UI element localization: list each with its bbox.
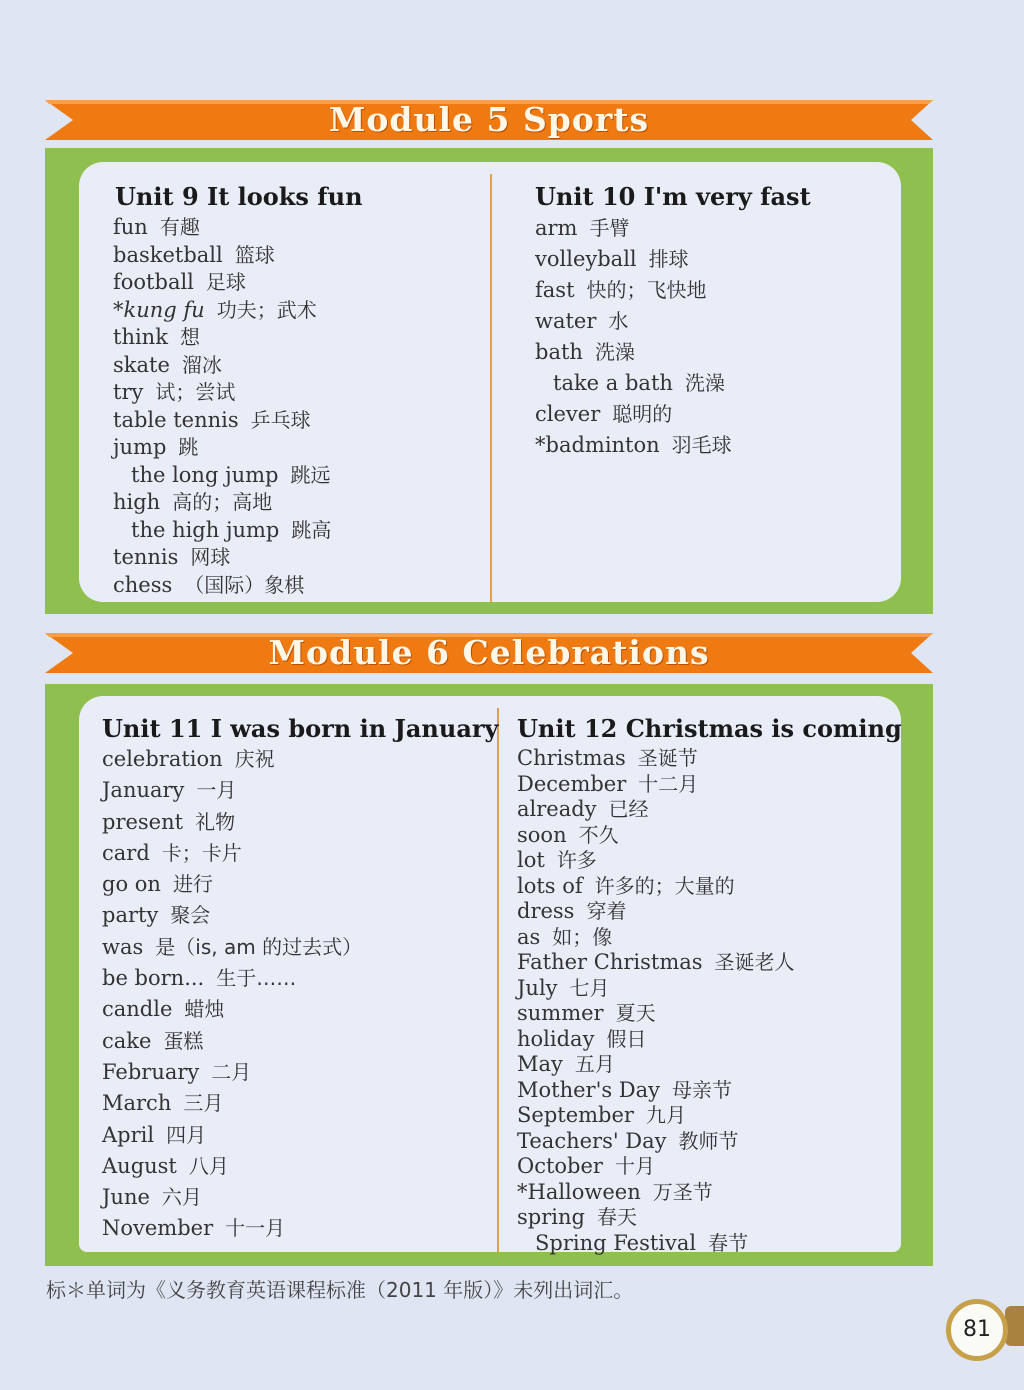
word-cn: 八月 <box>188 1153 229 1178</box>
word-en: January <box>102 778 185 803</box>
unit-11-title: Unit 11 I was born in January <box>102 714 499 743</box>
word-en: skate <box>113 352 170 377</box>
word-cn: 已经 <box>608 797 649 821</box>
word-en: present <box>102 809 184 834</box>
unit-9-title: Unit 9 It looks fun <box>115 182 363 211</box>
word-cn: 功夫；武术 <box>216 297 317 322</box>
word-en: football <box>113 270 194 294</box>
list-item <box>102 932 362 963</box>
list-item <box>113 214 331 242</box>
word-cn: 跳 <box>178 435 199 459</box>
list-item <box>102 1026 362 1057</box>
list-item <box>517 772 795 798</box>
list-item <box>535 275 732 306</box>
word-en: table tennis <box>113 407 239 432</box>
word-en: already <box>517 797 597 821</box>
word-en: kung fu <box>123 297 205 322</box>
word-cn: 蛋糕 <box>163 1028 204 1053</box>
word-cn: 足球 <box>205 270 246 294</box>
list-item <box>113 489 331 517</box>
word-en: November <box>102 1216 214 1241</box>
list-item <box>113 352 331 380</box>
word-en: go on <box>102 872 161 897</box>
word-cn: 手臂 <box>589 216 630 240</box>
word-cn: 三月 <box>183 1091 224 1116</box>
list-item <box>113 407 331 435</box>
word-en: dress <box>517 899 575 923</box>
list-item <box>113 544 331 572</box>
list-item <box>102 963 362 994</box>
word-en: July <box>517 975 558 1000</box>
list-item <box>102 1182 362 1213</box>
word-cn: 春天 <box>596 1205 637 1229</box>
list-item <box>535 337 732 368</box>
list-item <box>102 1151 362 1182</box>
word-cn: 是（is, am 的过去式） <box>155 934 363 959</box>
word-en: take a bath <box>553 371 673 395</box>
list-item <box>535 213 732 244</box>
list-item <box>517 1154 795 1180</box>
list-item <box>535 430 732 461</box>
word-en: June <box>102 1185 150 1210</box>
word-en: party <box>102 903 159 928</box>
word-en: soon <box>517 822 567 847</box>
word-en: September <box>517 1103 634 1127</box>
word-en: April <box>102 1122 155 1147</box>
word-cn: 九月 <box>645 1103 686 1127</box>
word-cn: 快的；飞快地 <box>586 278 707 302</box>
column-divider <box>497 708 499 1252</box>
list-item <box>517 823 795 849</box>
word-en: Spring Festival <box>535 1230 697 1255</box>
word-cn: 二月 <box>211 1059 252 1084</box>
word-cn: 聚会 <box>170 903 211 928</box>
word-en: cake <box>102 1028 152 1053</box>
word-en: February <box>102 1059 200 1084</box>
list-item <box>113 462 331 490</box>
list-item <box>102 1120 362 1151</box>
word-cn: 十二月 <box>638 771 699 796</box>
word-en: be born... <box>102 966 205 991</box>
word-en: Teachers' Day <box>517 1128 667 1153</box>
word-en: think <box>113 325 168 349</box>
word-cn: 不久 <box>578 822 619 847</box>
list-item <box>517 1103 795 1129</box>
word-cn: 七月 <box>569 975 610 1000</box>
list-item <box>517 746 795 772</box>
word-en: tennis <box>113 545 179 569</box>
footnote: 标＊单词为《义务教育英语课程标准（2011 年版）》未列出词汇。 <box>46 1278 634 1302</box>
unit-10-title: Unit 10 I'm very fast <box>535 182 811 211</box>
word-en: jump <box>113 435 167 459</box>
word-cn: 羽毛球 <box>671 433 732 457</box>
word-en: the long jump <box>131 462 279 487</box>
word-cn: 蜡烛 <box>184 997 225 1022</box>
list-item <box>113 434 331 462</box>
word-cn: 洗澡 <box>594 340 635 364</box>
word-en: December <box>517 771 627 796</box>
list-item <box>517 1205 795 1231</box>
word-cn: 洗澡 <box>684 371 725 395</box>
word-cn: 夏天 <box>615 1001 656 1025</box>
list-item <box>102 775 362 806</box>
list-item <box>535 368 732 399</box>
word-cn: 想 <box>179 325 200 349</box>
word-cn: 有趣 <box>159 215 200 239</box>
word-en: spring <box>517 1205 585 1229</box>
word-en: Christmas <box>517 746 626 770</box>
list-item <box>517 925 795 951</box>
list-item <box>102 869 362 900</box>
list-item <box>102 994 362 1025</box>
list-item <box>113 242 331 270</box>
word-cn: 春节 <box>708 1230 749 1255</box>
word-cn: 网球 <box>190 545 231 569</box>
word-cn: 圣诞老人 <box>714 950 795 974</box>
word-cn: 四月 <box>166 1122 207 1147</box>
word-en: try <box>113 380 144 404</box>
list-item <box>102 807 362 838</box>
list-item <box>102 900 362 931</box>
list-item <box>535 399 732 430</box>
list-item <box>113 269 331 297</box>
word-cn: 庆祝 <box>234 747 275 771</box>
word-en: bath <box>535 340 583 364</box>
star-marker: * <box>113 297 124 322</box>
list-item <box>517 899 795 925</box>
list-item <box>102 1088 362 1119</box>
word-en: water <box>535 309 597 333</box>
page-number: 81 <box>946 1299 1008 1361</box>
word-cn: 教师节 <box>678 1128 739 1153</box>
word-cn: 溜冰 <box>181 352 222 377</box>
word-cn: 许多 <box>556 848 597 872</box>
word-en: fast <box>535 278 575 302</box>
list-item <box>102 838 362 869</box>
word-en: May <box>517 1052 563 1076</box>
word-en: October <box>517 1154 603 1178</box>
word-en: celebration <box>102 747 223 771</box>
word-cn: 十一月 <box>225 1216 286 1241</box>
unit-12-word-list <box>517 746 795 1256</box>
unit-9-word-list <box>113 214 331 599</box>
word-en: volleyball <box>535 247 637 271</box>
word-cn: 排球 <box>648 247 689 271</box>
list-item <box>102 1213 362 1244</box>
word-en: the high jump <box>131 517 280 542</box>
list-item <box>517 874 795 900</box>
list-item <box>113 572 331 600</box>
word-cn: 十月 <box>614 1154 655 1178</box>
list-item <box>535 306 732 337</box>
word-cn: 乒乓球 <box>250 407 311 432</box>
word-cn: 母亲节 <box>672 1077 733 1102</box>
word-cn: （国际）象棋 <box>184 572 305 597</box>
list-item <box>517 1129 795 1155</box>
word-en: high <box>113 490 161 514</box>
word-en: *badminton <box>535 433 660 457</box>
module-6-banner <box>45 631 933 675</box>
word-en: chess <box>113 572 173 597</box>
word-cn: 篮球 <box>234 242 275 267</box>
word-en: summer <box>517 1001 604 1025</box>
word-cn: 许多的；大量的 <box>594 873 735 898</box>
word-cn: 高的；高地 <box>172 490 273 514</box>
word-cn: 聪明的 <box>612 402 673 426</box>
list-item <box>517 797 795 823</box>
word-cn: 穿着 <box>586 899 627 923</box>
column-divider <box>490 174 492 602</box>
word-cn: 生于…… <box>216 966 297 991</box>
word-en: *Halloween <box>517 1179 641 1204</box>
word-cn: 水 <box>608 309 629 333</box>
list-item <box>517 1078 795 1104</box>
word-cn: 如；像 <box>552 924 613 949</box>
list-item <box>535 244 732 275</box>
word-cn: 跳高 <box>291 517 332 542</box>
list-item <box>113 379 331 407</box>
unit-10-word-list <box>535 213 732 461</box>
word-cn: 进行 <box>172 872 213 897</box>
word-en: arm <box>535 216 578 240</box>
word-en: card <box>102 840 150 865</box>
module-5-title: Module 5 Sports <box>328 100 650 139</box>
word-en: March <box>102 1091 172 1116</box>
word-cn: 跳远 <box>290 462 331 487</box>
list-item <box>102 1057 362 1088</box>
word-en: as <box>517 924 541 949</box>
word-cn: 礼物 <box>195 809 236 834</box>
word-cn: 五月 <box>574 1052 615 1076</box>
word-en: lot <box>517 848 545 872</box>
module-5-banner <box>45 98 933 142</box>
module-6-title: Module 6 Celebrations <box>268 633 710 672</box>
word-cn: 一月 <box>196 778 237 803</box>
unit-12-title: Unit 12 Christmas is coming <box>517 714 902 743</box>
word-cn: 圣诞节 <box>637 746 698 770</box>
word-en: basketball <box>113 242 223 267</box>
list-item <box>517 976 795 1002</box>
word-en: Mother's Day <box>517 1077 661 1102</box>
word-en: Father Christmas <box>517 950 703 974</box>
list-item <box>517 1231 795 1257</box>
word-en: holiday <box>517 1026 595 1051</box>
list-item <box>517 1001 795 1027</box>
list-item <box>102 744 362 775</box>
word-en: fun <box>113 215 148 239</box>
word-en: lots of <box>517 873 583 898</box>
list-item <box>113 517 331 545</box>
word-en: candle <box>102 997 173 1022</box>
word-cn: 六月 <box>161 1185 202 1210</box>
list-item <box>517 848 795 874</box>
list-item <box>113 324 331 352</box>
list-item <box>517 1052 795 1078</box>
word-cn: 卡；卡片 <box>161 840 242 865</box>
list-item <box>517 950 795 976</box>
word-en: clever <box>535 402 601 426</box>
list-item <box>517 1180 795 1206</box>
unit-11-word-list <box>102 744 362 1245</box>
list-item <box>517 1027 795 1053</box>
list-item <box>113 297 331 325</box>
word-en: August <box>102 1153 177 1178</box>
word-cn: 万圣节 <box>652 1179 713 1204</box>
word-en: was <box>102 934 144 959</box>
word-cn: 假日 <box>606 1026 647 1051</box>
word-cn: 试；尝试 <box>155 380 236 404</box>
